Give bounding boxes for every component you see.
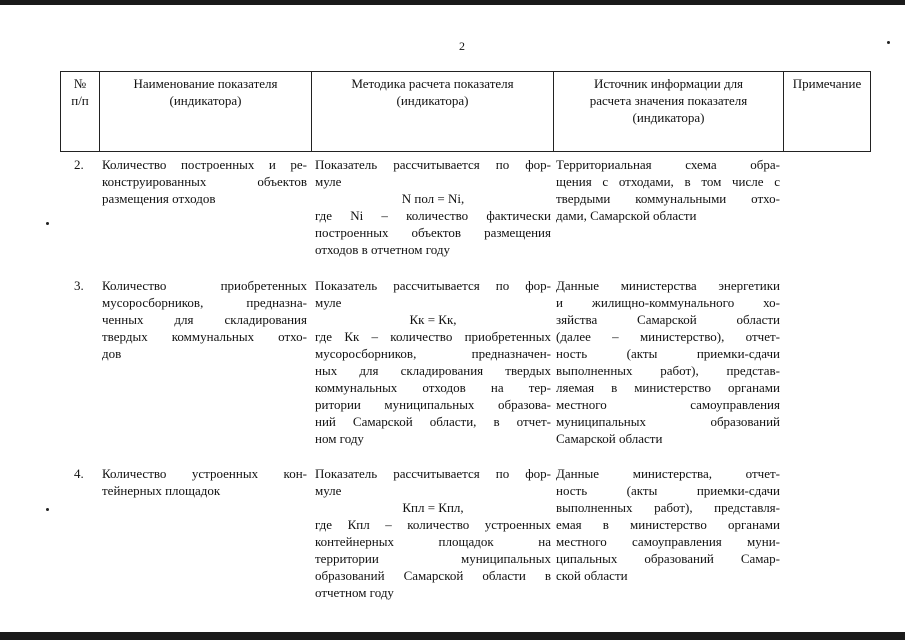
scan-edge-top xyxy=(0,0,905,5)
scan-edge-bottom xyxy=(0,632,905,640)
calculation-method: Показатель рассчитывается по фор- муле Кк = Кк, где Кк – количество приобретенных мусоросборников, предназначен- ных для складирования твердых коммунальных отходов на тер- ритории муниципальных образова- ний Самарской области, в отчет- ном году xyxy=(315,278,551,446)
header-col-method: Методика расчета показателя (индикатора) xyxy=(312,72,554,152)
formula: Кпл = Кпл, xyxy=(402,500,464,515)
row-number: 3. xyxy=(74,278,84,293)
header-col-number: № п/п xyxy=(61,72,100,152)
row-number: 4. xyxy=(74,466,84,481)
formula: Кк = Кк, xyxy=(409,312,457,327)
scan-speck xyxy=(46,508,49,511)
indicator-name: Количество построенных и ре- конструированных объектов размещения отходов xyxy=(102,157,307,206)
information-source: Данные министерства энергетики и жилищно-коммунального хо- зяйства Самарской области (далее – министерство), отчет- ность (акты приемки-сдачи выполненных работ), представ- ляемая в министерство органами местного самоуправления муниципальных образований Самарской области xyxy=(556,278,780,446)
scan-speck xyxy=(887,41,890,44)
page-number: 2 xyxy=(459,39,465,53)
table-header xyxy=(60,71,871,152)
calculation-method: Показатель рассчитывается по фор- муле N пол = Ni, где Ni – количество фактически построенных объектов размещения отходов в отчетном году xyxy=(315,157,551,257)
header-col-note: Примечание xyxy=(784,72,871,152)
scan-speck xyxy=(46,222,49,225)
formula: N пол = Ni, xyxy=(401,191,465,206)
header-col-source: Источник информации для расчета значения показателя (индикатора) xyxy=(554,72,784,152)
indicator-name: Количество приобретенных мусоросборников, предназна- ченных для складирования твердых коммунальных отхо- дов xyxy=(102,278,307,361)
calculation-method: Показатель рассчитывается по фор- муле Кпл = Кпл, где Кпл – количество устроенных контейнерных площадок на территории муниципальных образований Самарской области в отчетном году xyxy=(315,466,551,600)
information-source: Данные министерства, отчет- ность (акты приемки-сдачи выполненных работ), представля- емая в министерство органами местного самоуправления муни- ципальных образований Самар- ской области xyxy=(556,466,780,583)
information-source: Территориальная схема обра- щения с отходами, в том числе с твердыми коммунальными отхо- дами, Самарской области xyxy=(556,157,780,223)
header-col-name: Наименование показателя (индикатора) xyxy=(100,72,312,152)
row-number: 2. xyxy=(74,157,84,172)
indicator-name: Количество устроенных кон- тейнерных площадок xyxy=(102,466,307,498)
